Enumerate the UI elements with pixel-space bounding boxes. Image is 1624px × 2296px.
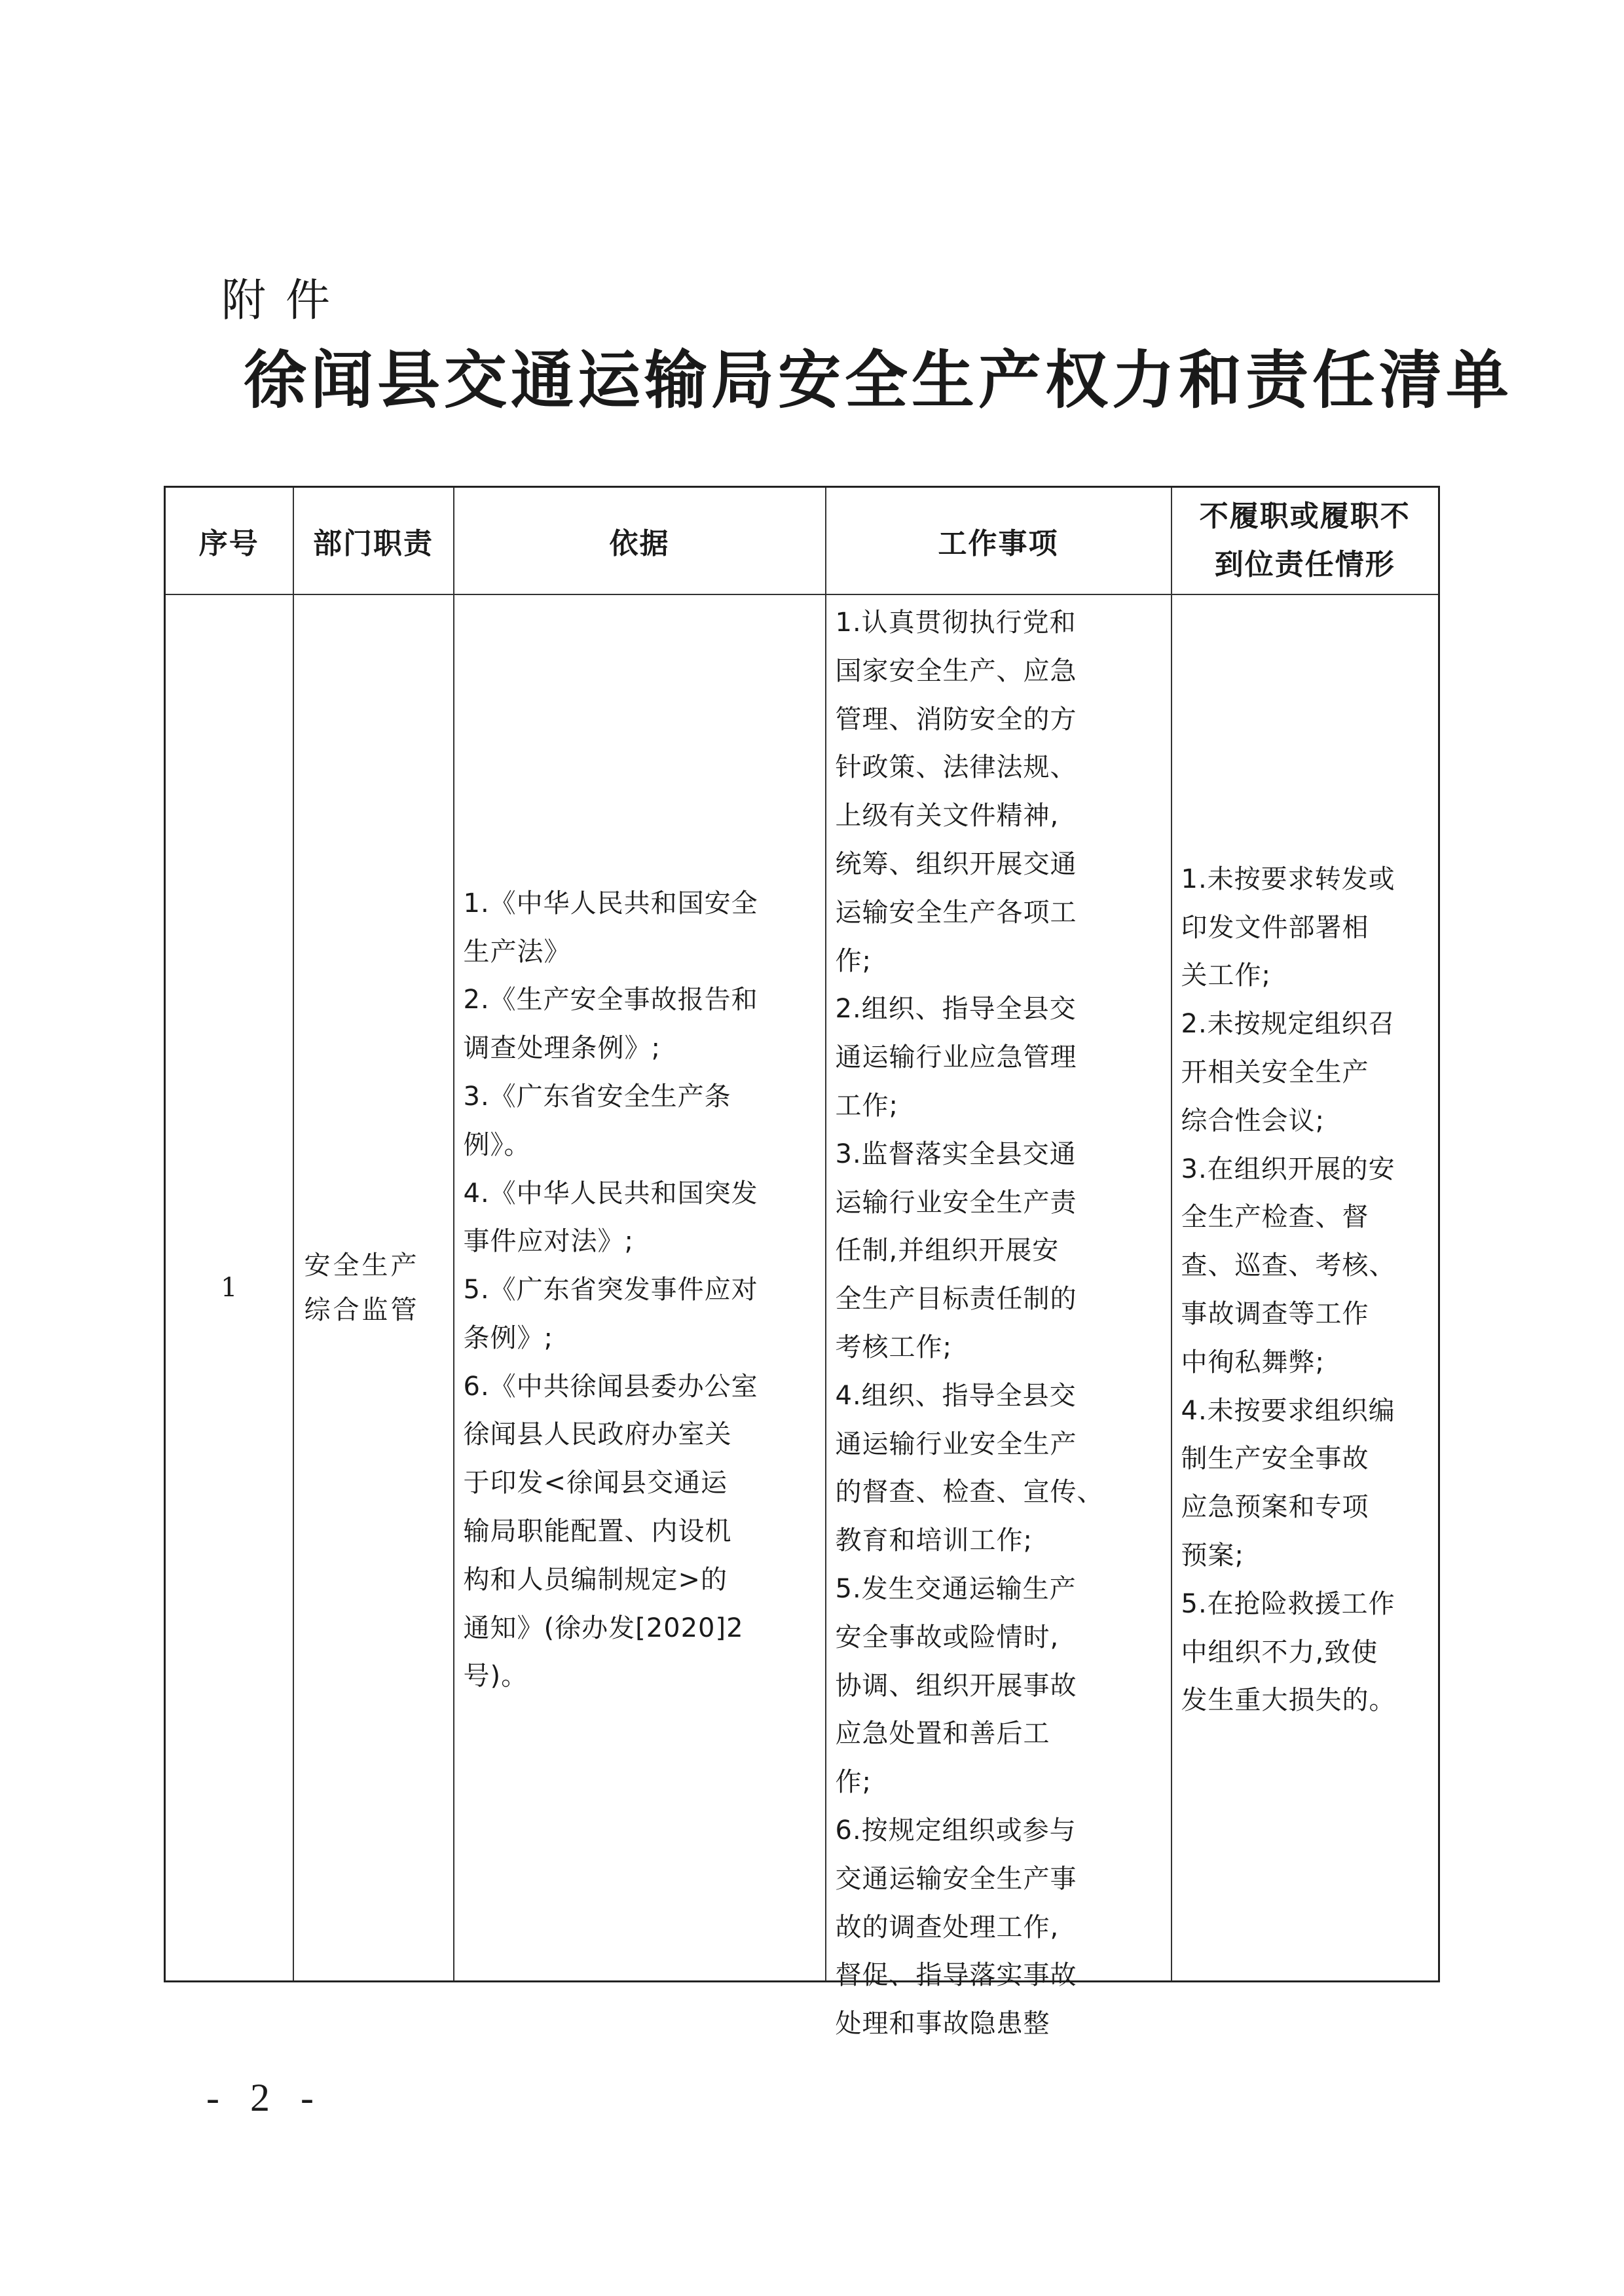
- header-seq: 序号: [165, 487, 293, 595]
- failure-case-line: 4.未按要求组织编: [1181, 1395, 1395, 1426]
- basis-line: 5.《广东省突发事件应对: [463, 1275, 758, 1305]
- cell-dept-duty: [293, 594, 454, 1982]
- work-item-line: 教育和培训工作;: [835, 1525, 1033, 1556]
- cell-failure-cases: [1172, 594, 1439, 1982]
- basis-text: [454, 875, 825, 1702]
- header-dept-duty: 部门职责: [293, 487, 454, 595]
- work-item-line: 针政策、法律法规、: [835, 752, 1077, 783]
- work-item-line: 任制,并组织开展安: [835, 1235, 1060, 1266]
- duty-table: [164, 486, 1440, 2039]
- header-failure-cases: [1172, 487, 1439, 595]
- work-item-line: 通运输行业安全生产: [835, 1429, 1077, 1459]
- basis-line: 生产法》: [463, 936, 571, 967]
- work-item-line: 督促、指导落实事故: [835, 1960, 1077, 1991]
- failure-case-line: 全生产检查、督: [1181, 1202, 1369, 1233]
- work-item-line: 运输行业安全生产责: [835, 1187, 1077, 1218]
- work-item-line: 应急处置和善后工: [835, 1719, 1050, 1749]
- work-item-line: 3.监督落实全县交通: [835, 1139, 1077, 1169]
- failure-case-line: 制生产安全事故: [1181, 1444, 1369, 1474]
- failure-case-line: 开相关安全生产: [1181, 1057, 1369, 1088]
- dept-duty-line1: 安全生产: [304, 1250, 420, 1281]
- work-item-line: 处理和事故隐患整: [835, 2009, 1050, 2039]
- header-work-items: 工作事项: [826, 487, 1172, 595]
- document-title: 徐闻县交通运输局安全生产权力和责任清单: [244, 344, 1513, 417]
- failure-case-line: 应急预案和专项: [1181, 1492, 1369, 1523]
- work-item-line: 作;: [835, 945, 872, 976]
- basis-line: 号)。: [463, 1661, 528, 1692]
- failure-case-line: 中徇私舞弊;: [1181, 1347, 1325, 1377]
- work-item-line: 全生产目标责任制的: [835, 1284, 1077, 1315]
- failure-case-line: 1.未按要求转发或: [1181, 864, 1395, 894]
- basis-line: 例》。: [463, 1129, 531, 1160]
- header-failure-line2: 到位责任情形: [1214, 548, 1395, 581]
- basis-line: 徐闻县人民政府办室关: [463, 1419, 732, 1450]
- work-item-line: 工作;: [835, 1090, 898, 1121]
- failure-case-line: 预案;: [1181, 1540, 1244, 1571]
- page-number: - 2 -: [206, 2076, 324, 2119]
- basis-line: 于印发<徐闻县交通运: [463, 1468, 728, 1499]
- work-item-line: 管理、消防安全的方: [835, 704, 1077, 735]
- cell-work-items: [826, 594, 1172, 2039]
- basis-line: 事件应对法》;: [463, 1226, 634, 1257]
- work-item-line: 安全事故或险情时,: [835, 1622, 1060, 1652]
- work-item-line: 故的调查处理工作,: [835, 1912, 1060, 1942]
- cell-basis: [454, 594, 826, 1982]
- work-item-line: 国家安全生产、应急: [835, 655, 1077, 686]
- header-basis: 依据: [454, 487, 826, 595]
- basis-line: 调查处理条例》;: [463, 1033, 661, 1064]
- dept-duty-line2: 综合监管: [304, 1295, 420, 1325]
- failure-case-line: 事故调查等工作: [1181, 1299, 1369, 1329]
- work-items-text: [826, 595, 1171, 2039]
- work-item-line: 协调、组织开展事故: [835, 1670, 1077, 1701]
- work-item-line: 4.组织、指导全县交: [835, 1380, 1077, 1411]
- work-item-line: 的督查、检查、宣传、: [835, 1477, 1104, 1508]
- basis-line: 3.《广东省安全生产条: [463, 1081, 731, 1112]
- work-item-line: 1.认真贯彻执行党和: [835, 608, 1077, 638]
- basis-line: 4.《中华人民共和国突发: [463, 1178, 758, 1209]
- failure-case-line: 综合性会议;: [1181, 1105, 1325, 1136]
- work-item-line: 作;: [835, 1767, 872, 1798]
- cell-seq: 1: [165, 594, 293, 1982]
- failure-cases-text: [1172, 850, 1439, 1725]
- table-header-row: [165, 487, 1439, 595]
- table-row: [165, 594, 1439, 1982]
- failure-case-line: 查、巡查、考核、: [1181, 1250, 1396, 1281]
- failure-case-line: 5.在抢险救援工作: [1181, 1588, 1395, 1619]
- work-item-line: 5.发生交通运输生产: [835, 1573, 1077, 1604]
- failure-case-line: 2.未按规定组织召: [1181, 1009, 1395, 1040]
- failure-case-line: 3.在组织开展的安: [1181, 1154, 1395, 1184]
- basis-line: 输局职能配置、内设机: [463, 1516, 732, 1547]
- basis-line: 1.《中华人民共和国安全: [463, 888, 758, 919]
- basis-line: 6.《中共徐闻县委办公室: [463, 1371, 758, 1402]
- basis-line: 通知》(徐办发[2020]2: [463, 1613, 744, 1643]
- attachment-label: 附件: [221, 275, 350, 327]
- work-item-line: 通运输行业应急管理: [835, 1042, 1077, 1073]
- work-item-line: 运输安全生产各项工: [835, 897, 1077, 928]
- basis-line: 2.《生产安全事故报告和: [463, 985, 758, 1015]
- work-item-line: 交通运输安全生产事: [835, 1863, 1077, 1894]
- failure-case-line: 印发文件部署相: [1181, 912, 1369, 943]
- failure-case-line: 发生重大损失的。: [1181, 1685, 1396, 1716]
- failure-case-line: 关工作;: [1181, 960, 1271, 991]
- basis-line: 条例》;: [463, 1322, 553, 1353]
- work-item-line: 上级有关文件精神,: [835, 801, 1060, 831]
- failure-case-line: 中组织不力,致使: [1181, 1637, 1378, 1667]
- work-item-line: 统筹、组织开展交通: [835, 848, 1077, 879]
- work-item-line: 6.按规定组织或参与: [835, 1815, 1077, 1846]
- header-failure-line1: 不履职或履职不: [1199, 500, 1411, 533]
- basis-line: 构和人员编制规定>的: [463, 1564, 728, 1595]
- work-item-line: 考核工作;: [835, 1332, 952, 1362]
- work-item-line: 2.组织、指导全县交: [835, 994, 1077, 1025]
